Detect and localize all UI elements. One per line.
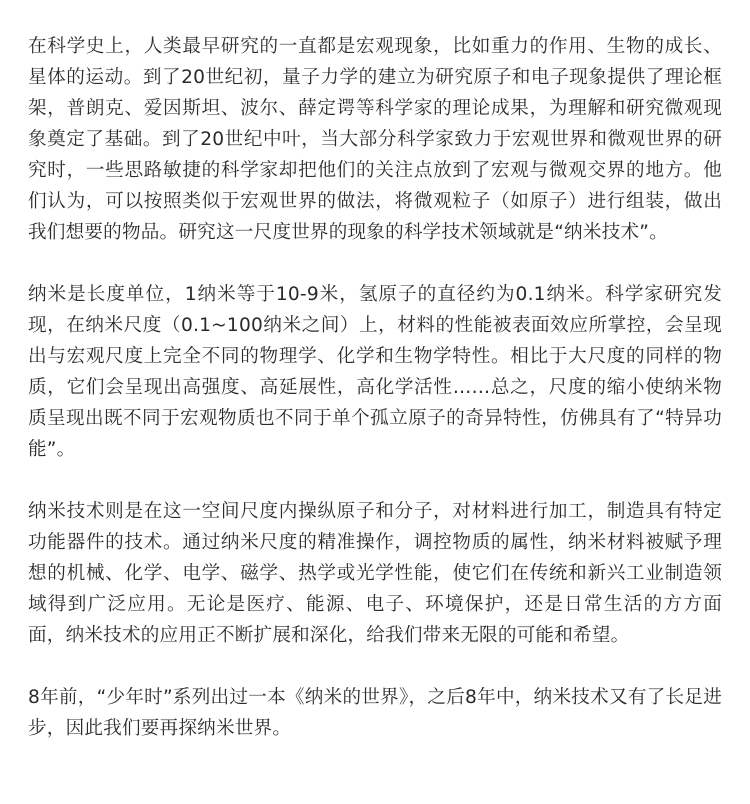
paragraph-history: 在科学史上，人类最早研究的一直都是宏观现象，比如重力的作用、生物的成长、星体的运动。到了20世纪初，量子力学的建立为研究原子和电子现象提供了理论框架，普朗克、爱因斯坦、波尔、薛定谔等科学家的理论成果，为理解和研究微观现象奠定了基础。到了20世纪中叶，当大部分科学家致力于宏观世界和微观世界的研究时，一些思路敏捷的科学家却把他们的关注点放到了宏观与微观交界的地方。他们认为，可以按照类似于宏观世界的做法，将微观粒子（如原子）进行组装，做出我们想要的物品。研究这一尺度世界的现象的科学技术领域就是“纳米技术”。 (28, 36, 722, 243)
paragraph-nanotechnology: 纳米技术则是在这一空间尺度内操纵原子和分子，对材料进行加工，制造具有特定功能器件的技术。通过纳米尺度的精准操作，调控物质的属性，纳米材料被赋予理想的机械、化学、电学、磁学、热学或光学性能，使它们在传统和新兴工业制造领域得到广泛应用。无论是医疗、能源、电子、环境保护，还是日常生活的方方面面，纳米技术的应用正不断扩展和深化，给我们带来无限的可能和希望。 (28, 501, 722, 646)
paragraph-book-series: 8年前，“少年时”系列出过一本《纳米的世界》，之后8年中，纳米技术又有了长足进步，因此我们要再探纳米世界。 (28, 687, 722, 739)
paragraph-nanometer-definition: 纳米是长度单位，1纳米等于10-9米，氢原子的直径约为0.1纳米。科学家研究发现，在纳米尺度（0.1~100纳米之间）上，材料的性能被表面效应所掌控，会呈现出与宏观尺度上完全不同的物理学、化学和生物学特性。相比于大尺度的同样的物质，它们会呈现出高强度、高延展性，高化学活性……总之，尺度的缩小使纳米物质呈现出既不同于宏观物质也不同于单个孤立原子的奇异特性，仿佛具有了“特异功能”。 (28, 284, 722, 460)
